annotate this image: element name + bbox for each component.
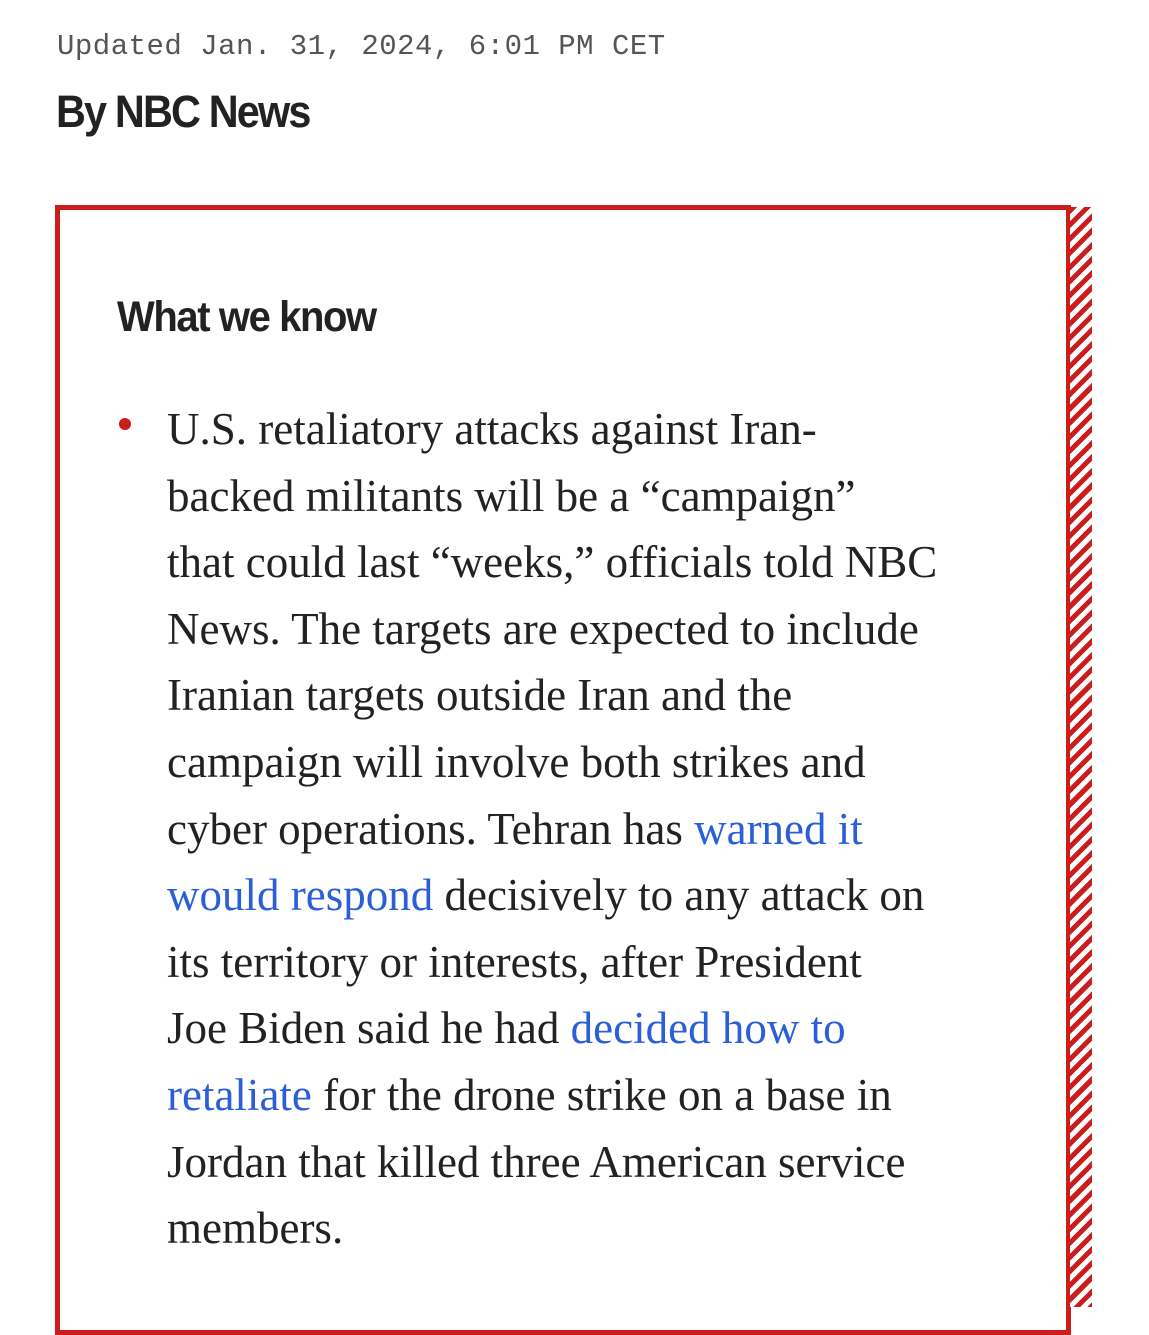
text: backed militants will be a “campaign”	[167, 470, 856, 521]
text: that could last “weeks,” officials told NBC	[167, 537, 938, 588]
text: its territory or interests, after President	[167, 936, 862, 987]
link-decided-how-to-retaliate[interactable]: retaliate	[167, 1069, 312, 1120]
link-warned-it-would-respond[interactable]: would respond	[167, 870, 434, 921]
updated-timestamp: Updated Jan. 31, 2024, 6:01 PM CET	[57, 30, 666, 63]
bullet-text	[167, 396, 937, 1262]
text: decisively to any attack on	[433, 870, 925, 921]
hatched-border-decoration	[1070, 207, 1092, 1307]
text: News. The targets are expected to include	[167, 603, 919, 654]
text: for the drone strike on a base in	[311, 1069, 892, 1120]
text: Joe Biden said he had	[167, 1003, 571, 1054]
text: members.	[167, 1203, 344, 1254]
box-title: What we know	[117, 293, 376, 341]
text: U.S. retaliatory attacks against Iran-	[167, 404, 817, 454]
bullet-icon	[119, 418, 131, 430]
text: campaign will involve both strikes and	[167, 736, 866, 787]
text: Iranian targets outside Iran and the	[167, 670, 793, 721]
link-decided-how-to-retaliate[interactable]: decided how to	[570, 1003, 846, 1054]
byline: By NBC News	[56, 86, 310, 137]
link-warned-it-would-respond[interactable]: warned it	[694, 803, 863, 854]
text: cyber operations. Tehran has	[167, 803, 695, 854]
text: Jordan that killed three American service	[167, 1136, 906, 1187]
